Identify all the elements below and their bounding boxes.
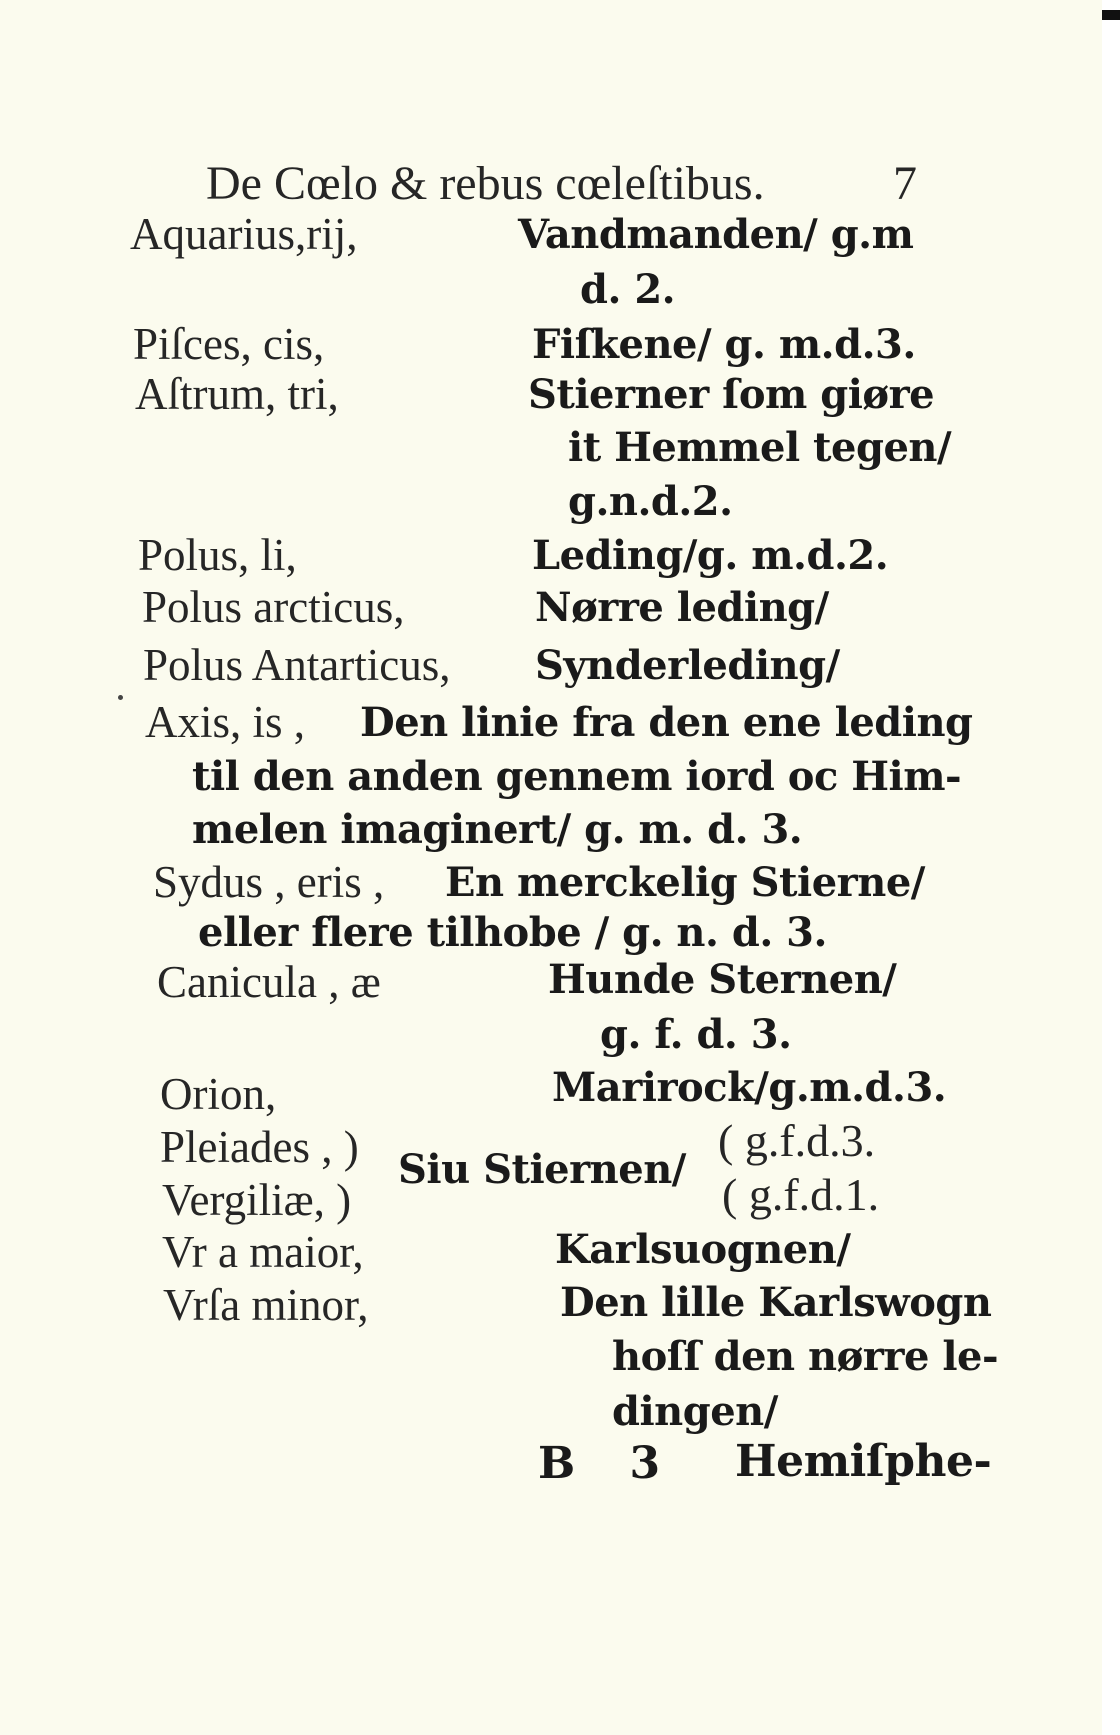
page-edge	[1102, 0, 1120, 1735]
entry-term: Vr a maior,	[162, 1227, 364, 1277]
scan-mark	[1102, 10, 1120, 20]
grammar-note: ( g.f.d.3.	[718, 1115, 876, 1166]
entry-translation: hoſſ den nørre le-	[612, 1333, 999, 1380]
signature-mark: B 3	[538, 1438, 660, 1489]
entry-term: Sydus , eris ,	[153, 857, 385, 907]
entry-translation: En merckelig Stierne/	[445, 859, 925, 906]
entry-term: Canicula , æ	[157, 957, 381, 1007]
entry-translation: Karlsuognen/	[555, 1226, 851, 1273]
entry-translation: Hunde Sternen/	[548, 956, 897, 1003]
entry-translation: Den lille Karlswogn	[560, 1279, 992, 1326]
page-number: 7	[893, 157, 917, 210]
entry-term: Vergiliæ, )	[162, 1175, 352, 1225]
margin-speck	[118, 695, 123, 700]
entry-translation: g.n.d.2.	[568, 478, 733, 525]
entry-term: Orion,	[160, 1069, 277, 1119]
entry-term: Polus, li,	[138, 530, 297, 580]
entry-translation: Den linie fra den ene leding	[360, 699, 973, 746]
entry-translation: Synderleding/	[535, 642, 840, 689]
entry-term: Polus arcticus,	[142, 582, 405, 632]
entry-term: Piſces, cis,	[133, 319, 325, 369]
entry-translation: Siu Stiernen/	[398, 1146, 686, 1193]
entry-term: Aquarius,rij,	[130, 209, 358, 259]
entry-translation: til den anden gennem iord oc Him-	[192, 753, 962, 800]
running-header: De Cœlo & rebus cœleſtibus.	[206, 157, 765, 210]
entry-translation: melen imaginert/ g. m. d. 3.	[192, 806, 803, 853]
entry-term: Vrſa minor,	[163, 1280, 369, 1330]
entry-translation: Nørre leding/	[535, 584, 829, 631]
entry-translation: Stierner ſom giøre	[528, 371, 935, 418]
entry-translation: dingen/	[612, 1388, 778, 1435]
entry-translation: Marirock/g.m.d.3.	[552, 1064, 947, 1111]
entry-translation: eller flere tilhobe / g. n. d. 3.	[198, 909, 827, 956]
entry-term: Pleiades , )	[160, 1122, 359, 1172]
grammar-note: ( g.f.d.1.	[722, 1169, 880, 1220]
catchword: Hemiſphe-	[735, 1436, 992, 1487]
entry-translation: Vandmanden/ g.m	[518, 211, 914, 258]
entry-term: Polus Antarticus,	[143, 640, 451, 690]
entry-translation: d. 2.	[580, 266, 676, 313]
entry-translation: it Hemmel tegen/	[568, 424, 952, 471]
entry-term: Axis, is ,	[145, 697, 306, 747]
entry-translation: Leding/g. m.d.2.	[532, 532, 889, 579]
entry-translation: g. f. d. 3.	[600, 1011, 792, 1058]
entry-term: Aſtrum, tri,	[135, 369, 339, 419]
entry-translation: Fiſkene/ g. m.d.3.	[532, 321, 916, 368]
